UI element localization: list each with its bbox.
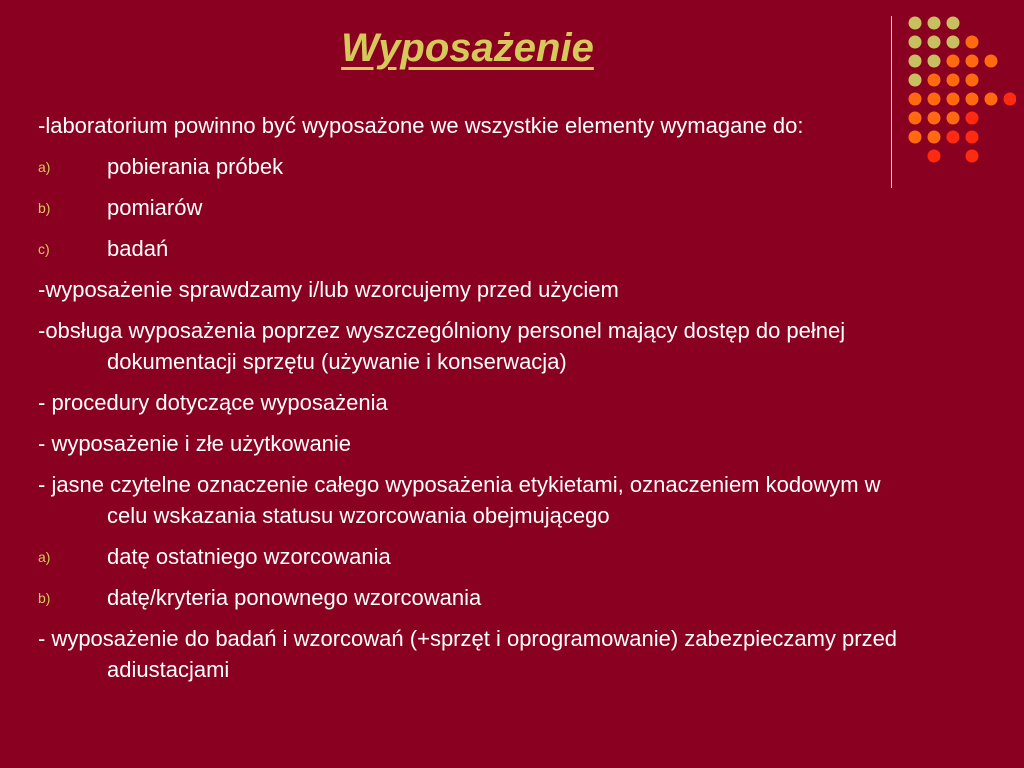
bullet-6: - procedury dotyczące wyposażenia [38,390,388,415]
decorative-dot [928,55,941,68]
decorative-dot [966,112,979,125]
decorative-dot [909,17,922,30]
decorative-dot [909,93,922,106]
decorative-dot [947,17,960,30]
subitem-marker: c) [38,241,50,257]
subitem-9 [38,541,918,572]
decorative-dot [909,36,922,49]
decorative-dot [966,55,979,68]
subitem-text: pomiarów [107,195,203,220]
subitem-text: pobierania próbek [107,154,284,179]
subitem-text: datę/kryteria ponownego wzorcowania [107,585,482,610]
bullet-4: -wyposażenie sprawdzamy i/lub wzorcujemy przed użyciem [38,277,619,302]
subitem-1 [38,151,918,182]
decorative-dot [947,74,960,87]
decorative-dot [1004,93,1017,106]
decorative-dot [909,74,922,87]
subitem-marker: b) [38,590,51,606]
subitem-2 [38,192,918,223]
decorative-dot [947,112,960,125]
subitem-marker: b) [38,200,51,216]
bullet-7: - wyposażenie i złe użytkowanie [38,431,352,456]
decorative-dot [985,93,998,106]
decorative-dot [928,131,941,144]
slide-title [0,26,935,71]
decorative-dot [966,150,979,163]
decorative-dot [928,150,941,163]
slide-title-text: Wyposażenie [341,26,594,70]
bullet-5: -obsługa wyposażenia poprzez wyszczególniony personel mający dostęp do pełnej dokumentacji sprzętu (używanie i konserwacja) [38,318,846,374]
decorative-dot [928,74,941,87]
decorative-dot [985,55,998,68]
subitem-text: datę ostatniego wzorcowania [107,544,391,569]
slide-content [38,110,918,695]
decorative-dot [966,74,979,87]
dot-grid-decoration [906,10,1016,170]
subitem-marker: a) [38,159,51,175]
bullet-8: - jasne czytelne oznaczenie całego wyposażenia etykietami, oznaczeniem kodowym w celu wskazania statusu wzorcowania obejmującego [38,472,881,528]
subitem-3 [38,233,918,264]
bullet-0: -laboratorium powinno być wyposażone we wszystkie elementy wymagane do: [38,113,804,138]
decorative-dot [928,93,941,106]
decorative-dot [928,112,941,125]
subitem-10 [38,582,918,613]
decorative-dot [947,36,960,49]
subitem-text: badań [107,236,169,261]
decorative-dot [966,131,979,144]
decorative-dot [928,17,941,30]
subitem-marker: a) [38,549,51,565]
decorative-dot [947,93,960,106]
decorative-dot [966,93,979,106]
decorative-dot [928,36,941,49]
decorative-dot [947,55,960,68]
decorative-dot [966,36,979,49]
bullet-11: - wyposażenie do badań i wzorcowań (+sprzęt i oprogramowanie) zabezpieczamy przed adiustacjami [38,626,898,682]
decorative-dot [909,55,922,68]
decorative-dot [947,131,960,144]
